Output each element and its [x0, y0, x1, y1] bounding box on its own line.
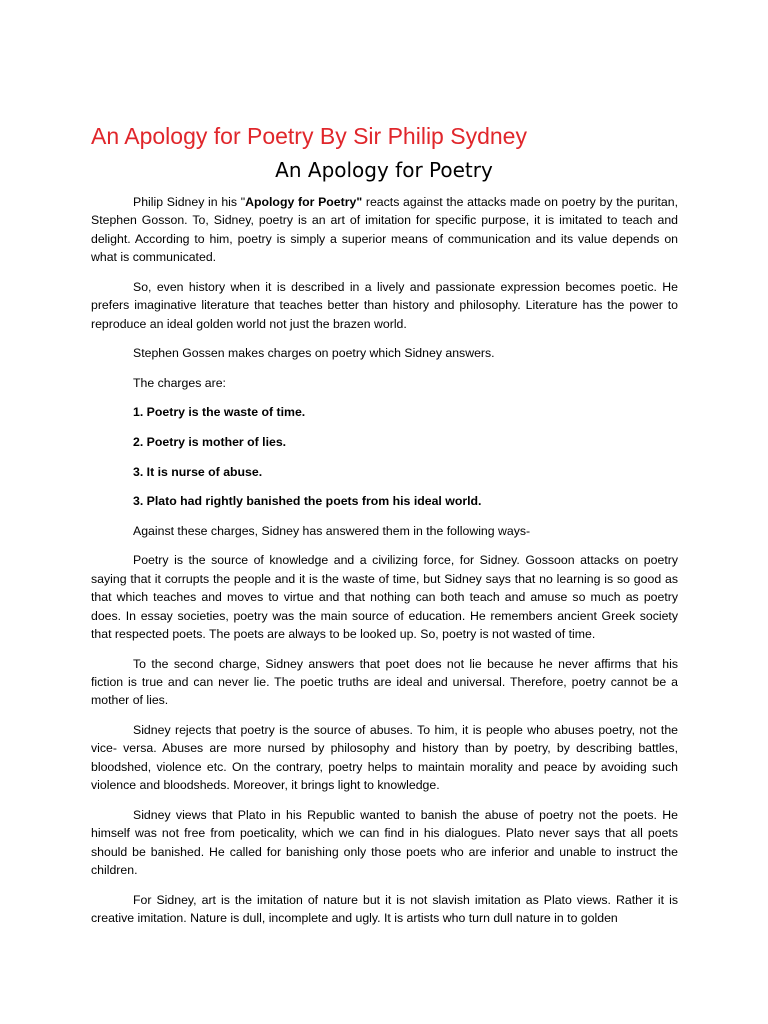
- paragraph-history: So, even history when it is described in a lively and passionate expression becomes poetic. He prefers imaginative literature that teaches better than history and philosophy. Literature has the power to reproduce an ideal golden world not just the brazen world.: [91, 279, 678, 331]
- document-title: An Apology for Poetry By Sir Philip Sydney: [91, 123, 527, 149]
- paragraph-gossen-charges: Stephen Gossen makes charges on poetry which Sidney answers.: [133, 346, 495, 361]
- paragraph-against-charges: Against these charges, Sidney has answered them in the following ways-: [133, 523, 531, 538]
- paragraph-intro: [91, 193, 678, 267]
- document-subtitle: An Apology for Poetry: [275, 158, 493, 182]
- charge-item: 3. Plato had rightly banished the poets from his ideal world.: [133, 494, 482, 509]
- paragraph-answer-plato: Sidney views that Plato in his Republic wanted to banish the abuse of poetry not the poets. He himself was not free from poeticality, which we can find in his dialogues. Plato never says that all poets should be banished. He called for banishing only those poets who are inferior and unable to instruct the children.: [91, 807, 678, 878]
- paragraph-answer-imitation: For Sidney, art is the imitation of nature but it is not slavish imitation as Plato views. Rather it is creative imitation. Nature is dull, incomplete and ugly. It is artists who turn dull nature in to golden: [91, 892, 678, 926]
- paragraph-intro-emphasis: Apology for Poetry": [245, 195, 363, 209]
- document-body: [91, 193, 678, 939]
- charge-item: 2. Poetry is mother of lies.: [133, 435, 287, 449]
- paragraph-answer-lies: To the second charge, Sidney answers that poet does not lie because he never affirms that his fiction is true and can never lie. The poetic truths are ideal and universal. Therefore, poetry cannot be a mother of lies.: [91, 656, 678, 708]
- paragraph-answer-knowledge: Poetry is the source of knowledge and a civilizing force, for Sidney. Gossoon attacks on poetry saying that it corrupts the people and it is the waste of time, but Sidney says that no learning is so good as that which teaches and moves to virtue and that nothing can both teach and amuse so much as poetry does. In essay societies, poetry was the main source of education. He remembers ancient Greek society that respected poets. The poets are always to be looked up. So, poetry is not wasted of time.: [91, 553, 678, 641]
- charge-item: 3. It is nurse of abuse.: [133, 464, 263, 479]
- paragraph-intro-after: reacts against the attacks made on poetry by the puritan, Stephen Gosson. To, Sidney, poetry is an art of imitation for specific purpose, it is imitated to teach and delight. According to him, poetry is simply a superior means of communication and its value depends on what is communicated.: [91, 195, 678, 265]
- charge-item: 1. Poetry is the waste of time.: [133, 405, 306, 420]
- paragraph-intro-before: Philip Sidney in his ": [133, 195, 246, 209]
- paragraph-charges-are: The charges are:: [133, 375, 226, 390]
- paragraph-answer-abuse: Sidney rejects that poetry is the source of abuses. To him, it is people who abuses poetry, not the vice- versa. Abuses are more nursed by philosophy and history than by poetry, by describing battles, bloodshed, violence etc. On the contrary, poetry helps to maintain morality and peace by avoiding such violence and bloodsheds. Moreover, it brings light to knowledge.: [91, 723, 678, 793]
